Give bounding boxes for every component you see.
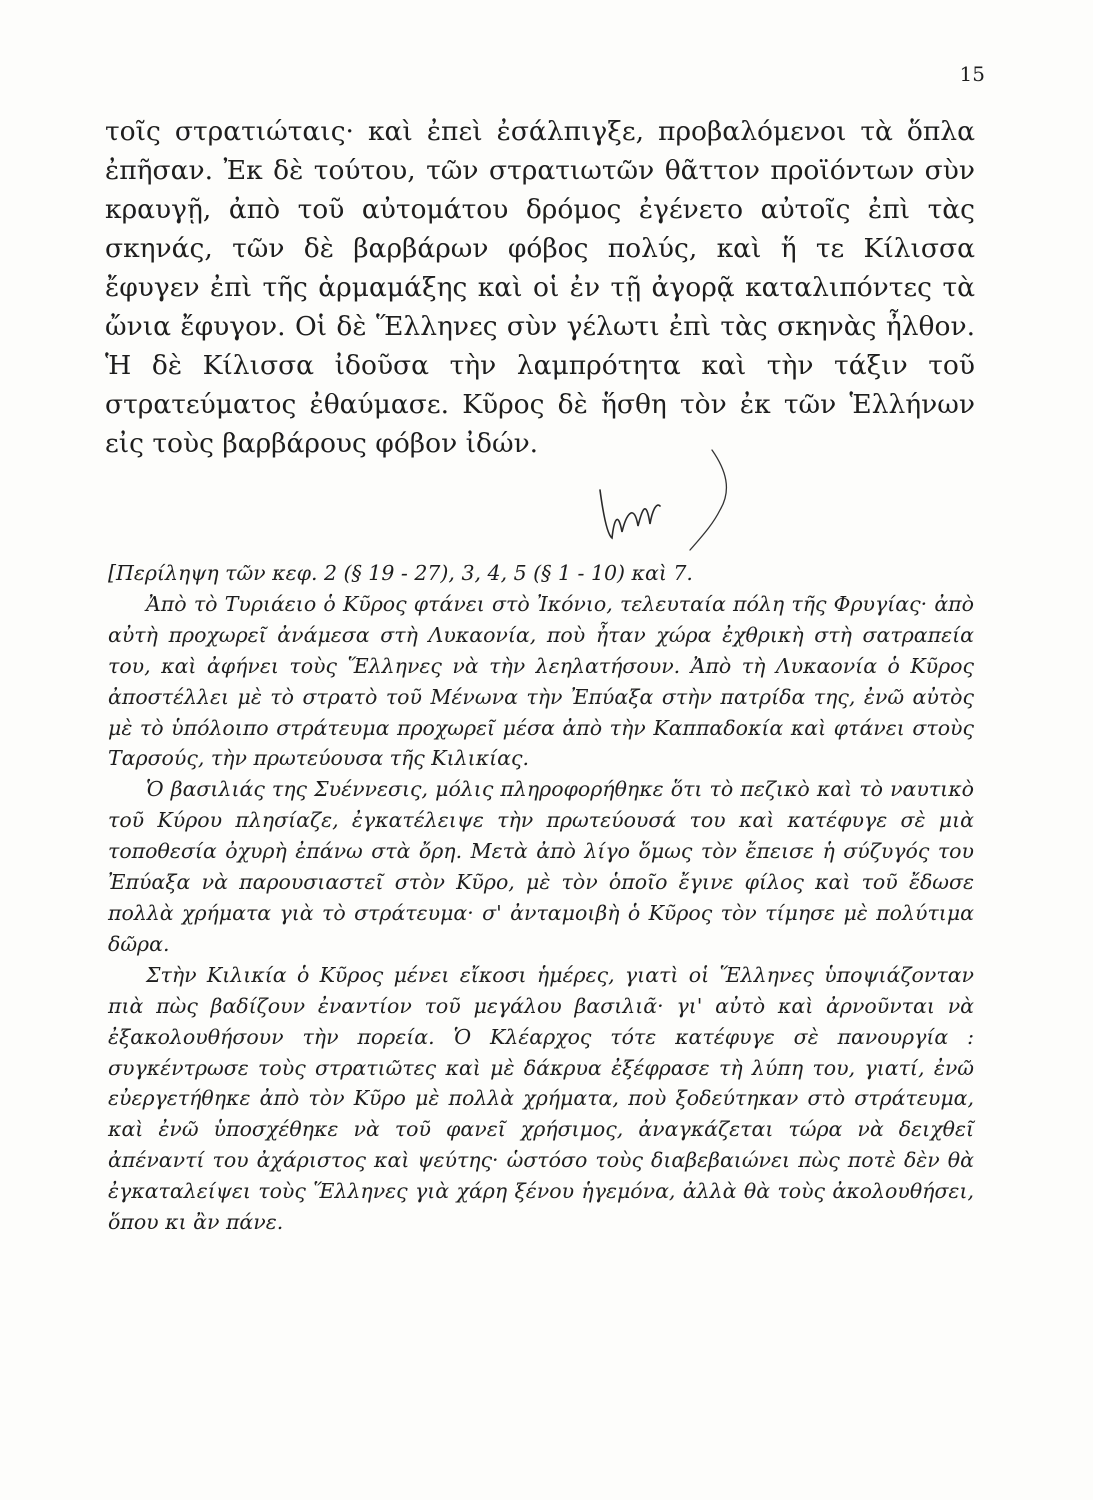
ancient-greek-text: τοῖς στρατιώταις· καὶ ἐπεὶ ἐσάλπιγξε, προβαλόμενοι τὰ ὅπλα ἐπῆσαν. Ἐκ δὲ τούτου, τῶν στρατιωτῶν θᾶττον προϊόντων σὺν κραυγῇ, ἀπὸ τοῦ αὐτομάτου δρόμος ἐγένετο αὐτοῖς ἐπὶ τὰς σκηνάς, τῶν δὲ βαρβάρων φόβος πολύς, καὶ ἥ τε Κίλισσα ἔφυγεν ἐπὶ τῆς ἁρμαμάξης καὶ οἱ ἐν τῇ ἀγορᾷ καταλιπόντες τὰ ὤνια ἔφυγον. Οἱ δὲ Ἕλληνες σὺν γέλωτι ἐπὶ τὰς σκηνὰς ἦλθον. Ἡ δὲ Κίλισσα ἰδοῦσα τὴν λαμπρότητα καὶ τὴν τάξιν τοῦ στρατεύματος ἐθαύμασε. Κῦρος δὲ ἥσθη τὸν ἐκ τῶν Ἑλλήνων εἰς τοὺς βαρβάρους φόβον ἰδών.: [105, 116, 975, 459]
handwritten-scribble-icon: [590, 440, 770, 560]
summary-section: [108, 558, 974, 1238]
summary-paragraph: Ὁ βασιλιάς της Συέννεσις, μόλις πληροφορήθηκε ὅτι τὸ πεζικὸ καὶ τὸ ναυτικὸ τοῦ Κύρου πλησίαζε, ἐγκατέλειψε τὴν πρωτεύουσά του καὶ κατέφυγε σὲ μιὰ τοποθεσία ὀχυρὴ ἐπάνω στὰ ὄρη. Μετὰ ἀπὸ λίγο ὅμως τὸν ἔπεισε ἡ σύζυγός του Ἐπύαξα νὰ παρουσιαστεῖ στὸν Κῦρο, μὲ τὸν ὁποῖο ἔγινε φίλος καὶ τοῦ ἔδωσε πολλὰ χρήματα γιὰ τὸ στράτευμα· σ' ἀνταμοιβὴ ὁ Κῦρος τὸν τίμησε μὲ πολύτιμα δῶρα.: [108, 777, 974, 956]
handwritten-annotation: [590, 440, 770, 564]
summary-paragraph: Στὴν Κιλικία ὁ Κῦρος μένει εἴκοσι ἡμέρες, γιατὶ οἱ Ἕλληνες ὑποψιάζονταν πιὰ πὼς βαδίζουν ἐναντίον τοῦ μεγάλου βασιλιᾶ· γι' αὐτὸ καὶ ἀρνοῦνται νὰ ἐξακολουθήσουν τὴν πορεία. Ὁ Κλέαρχος τότε κατέφυγε σὲ πανουργία : συγκέντρωσε τοὺς στρατιῶτες καὶ μὲ δάκρυα ἐξέφρασε τὴ λύπη του, γιατί, ἐνῶ εὐεργετήθηκε ἀπὸ τὸν Κῦρο μὲ πολλὰ χρήματα, ποὺ ξοδεύτηκαν στὸ στράτευμα, καὶ ἐνῶ ὑποσχέθηκε νὰ τοῦ φανεῖ χρήσιμος, ἀναγκάζεται τώρα νὰ δειχθεῖ ἀπέναντί του ἀχάριστος καὶ ψεύτης· ὡστόσο τοὺς διαβεβαιώνει πὼς ποτὲ δὲν θὰ ἐγκαταλείψει τοὺς Ἕλληνες γιὰ χάρη ξένου ἡγεμόνα, ἀλλὰ θὰ τοὺς ἀκολουθήσει, ὅπου κι ἂν πάνε.: [108, 962, 974, 1235]
page-number: 15: [959, 62, 985, 86]
summary-paragraph: Ἀπὸ τὸ Τυριάειο ὁ Κῦρος φτάνει στὸ Ἰκόνιο, τελευταία πόλη τῆς Φρυγίας· ἀπὸ αὐτὴ προχωρεῖ ἀνάμεσα στὴ Λυκαονία, ποὺ ἦταν χώρα ἐχθρικὴ στὴ σατραπεία του, καὶ ἀφήνει τοὺς Ἕλληνες νὰ τὴν λεηλατήσουν. Ἀπὸ τὴ Λυκαονία ὁ Κῦρος ἀποστέλλει μὲ τὸ στρατὸ τοῦ Μένωνα τὴν Ἐπύαξα στὴν πατρίδα της, ἐνῶ αὐτὸς μὲ τὸ ὑπόλοιπο στράτευμα προχωρεῖ μέσα ἀπὸ τὴν Καππαδοκία καὶ φτάνει στοὺς Ταρσούς, τὴν πρωτεύουσα τῆς Κιλικίας.: [108, 591, 974, 771]
summary-heading: [Περίληψη τῶν κεφ. 2 (§ 19 - 27), 3, 4, 5 (§ 1 - 10) καὶ 7.: [108, 561, 693, 585]
